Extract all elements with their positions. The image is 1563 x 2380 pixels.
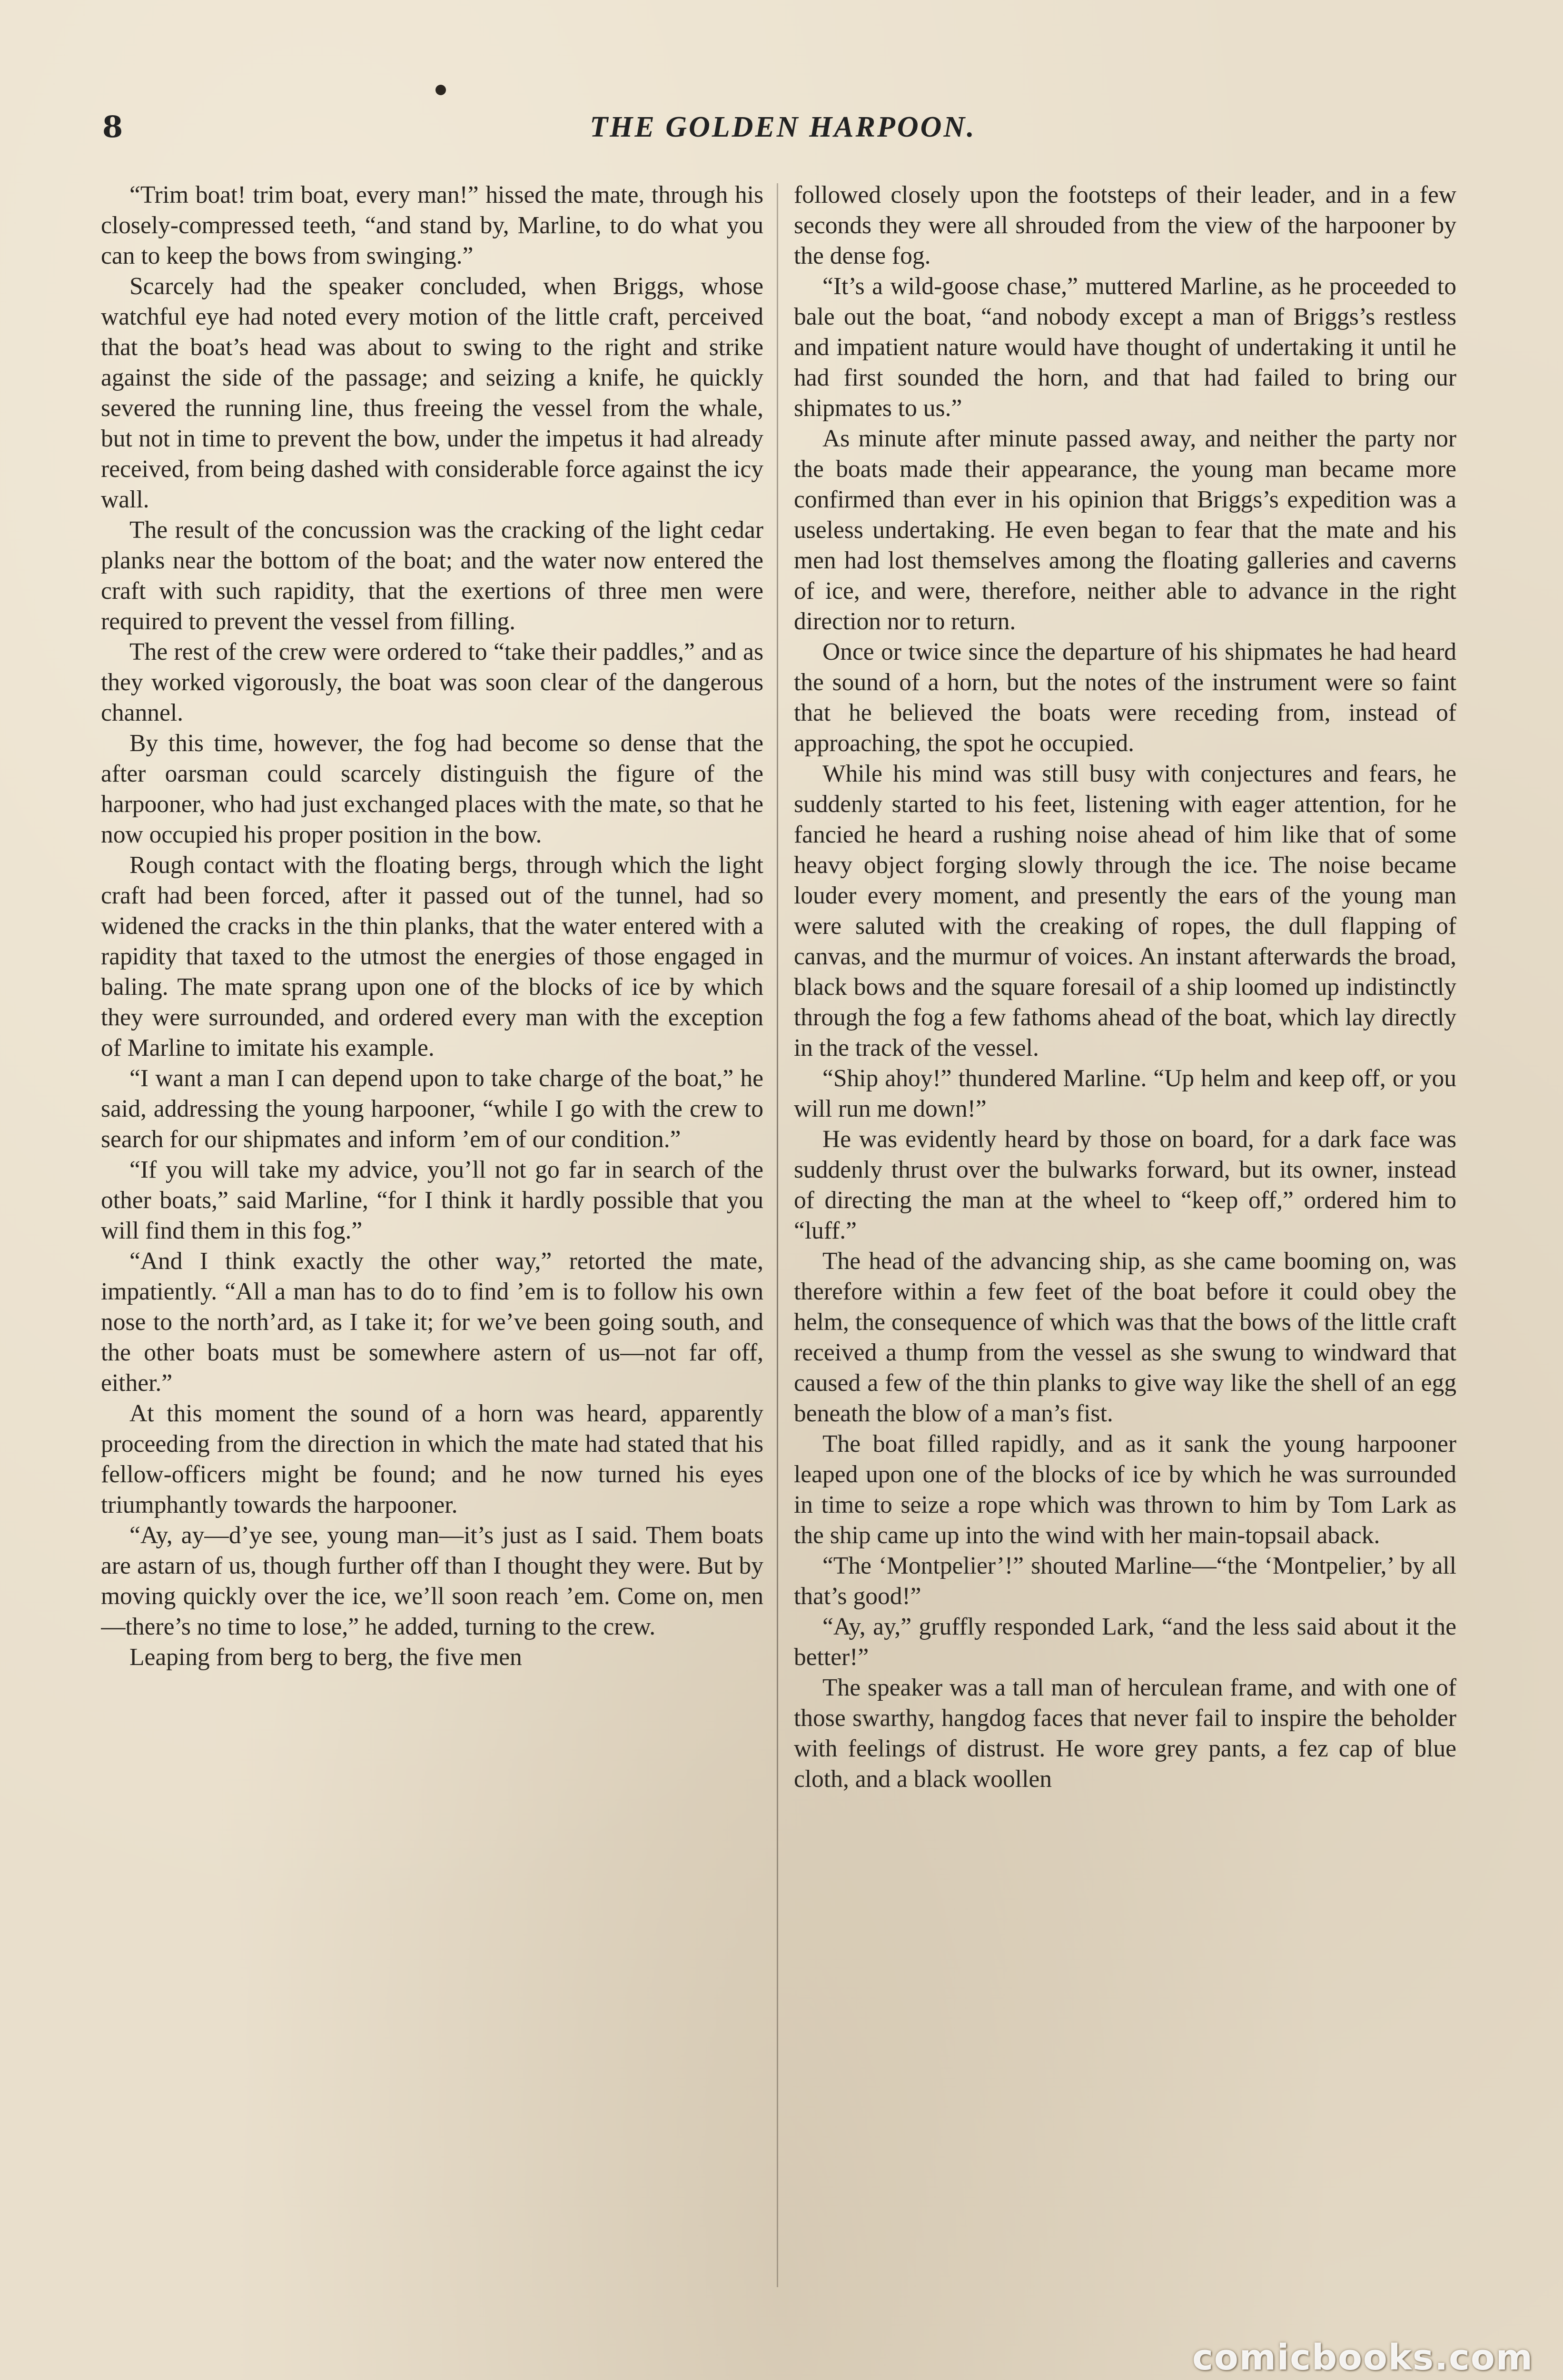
site-watermark: comicbooks.com xyxy=(1192,2337,1533,2378)
paragraph: “I want a man I can depend upon to take charge of the boat,” he said, addressing the young harpooner, “while I go with the crew to search for our shipmates and inform ’em of our condition.” xyxy=(101,1065,763,1153)
paragraph: “Trim boat! trim boat, every man!” hissed the mate, through his closely-compressed teeth, “and stand by, Marline, to do what you can to keep the bows from swinging.” xyxy=(101,181,763,269)
column-divider xyxy=(777,183,778,2287)
left-text-column xyxy=(101,180,763,2293)
paragraph: Scarcely had the speaker concluded, when Briggs, whose watchful eye had noted every motion of the little craft, perceived that the boat’s head was about to swing to the right and strike against the side of the passage; and seizing a knife, he quickly severed the running line, thus freeing the vessel from the whale, but not in time to prevent the bow, under the impetus it had already received, from being dashed with considerable force against the icy wall. xyxy=(101,273,763,513)
paragraph: “The ‘Montpelier’!” shouted Marline—“the ‘Montpelier,’ by all that’s good!” xyxy=(794,1552,1456,1610)
paragraph: Once or twice since the departure of his shipmates he had heard the sound of a horn, but the notes of the instrument were so faint that he believed the boats were receding from, instead of approaching, the spot he occupied. xyxy=(794,638,1456,757)
paragraph: By this time, however, the fog had become so dense that the after oarsman could scarcely distinguish the figure of the harpooner, who had just exchanged places with the mate, so that he now occupied his proper position in the bow. xyxy=(101,730,763,848)
paragraph: While his mind was still busy with conjectures and fears, he suddenly started to his feet, listening with eager attention, for he fancied he heard a rushing noise ahead of him like that of some heavy object forging slowly through the ice. The noise became louder every moment, and presently the ears of the young man were saluted with the creaking of ropes, the dull flapping of canvas, and the murmur of voices. An instant afterwards the broad, black bows and the square foresail of a ship loomed up indistinctly through the fog a few fathoms ahead of the boat, which lay directly in the track of the vessel. xyxy=(794,760,1456,1061)
right-text-column xyxy=(794,180,1456,2293)
paragraph: The boat filled rapidly, and as it sank the young harpooner leaped upon one of the blocks of ice by which he was surrounded in time to seize a rope which was thrown to him by Tom Lark as the ship came up into the wind with her main-topsail aback. xyxy=(794,1430,1456,1549)
paragraph: “If you will take my advice, you’ll not go far in search of the other boats,” said Marline, “for I think it hardly possible that you will find them in this fog.” xyxy=(101,1156,763,1244)
paragraph: The head of the advancing ship, as she came booming on, was therefore within a few feet of the boat before it could obey the helm, the consequence of which was that the bows of the little craft received a thump from the vessel as she swung to windward that caused a few of the thin planks to give way like the shell of an egg beneath the blow of a man’s fist. xyxy=(794,1248,1456,1427)
paragraph: The speaker was a tall man of herculean frame, and with one of those swarthy, hangdog faces that never fail to inspire the beholder with feelings of distrust. He wore grey pants, a fez cap of blue cloth, and a black woollen xyxy=(794,1674,1456,1793)
paragraph: At this moment the sound of a horn was heard, apparently proceeding from the direction in which the mate had stated that his fellow-officers might be found; and he now turned his eyes triumphantly towards the harpooner. xyxy=(101,1400,763,1518)
page-header xyxy=(102,110,1464,153)
ink-spot xyxy=(435,85,446,95)
paragraph: “And I think exactly the other way,” retorted the mate, impatiently. “All a man has to do to find ’em is to follow his own nose to the north’ard, as I take it; for we’ve been going south, and the other boats must be somewhere astern of us—not far off, either.” xyxy=(101,1248,763,1397)
running-title: THE GOLDEN HARPOON. xyxy=(590,111,976,143)
page-number: 8 xyxy=(102,109,123,144)
paragraph: “Ay, ay—d’ye see, young man—it’s just as I said. Them boats are astarn of us, though further off than I thought they were. But by moving quickly over the ice, we’ll soon reach ’em. Come on, men—there’s no time to lose,” he added, turning to the crew. xyxy=(101,1522,763,1640)
paragraph: Rough contact with the floating bergs, through which the light craft had been forced, after it passed out of the tunnel, had so widened the cracks in the thin planks, that the water entered with a rapidity that taxed to the utmost the energies of those engaged in baling. The mate sprang upon one of the blocks of ice by which they were surrounded, and ordered every man with the exception of Marline to imitate his example. xyxy=(101,852,763,1061)
paragraph: “It’s a wild-goose chase,” muttered Marline, as he proceeded to bale out the boat, “and nobody except a man of Briggs’s restless and impatient nature would have thought of undertaking it until he had first sounded the horn, and that had failed to bring our shipmates to us.” xyxy=(794,273,1456,422)
paragraph-continuation: followed closely upon the footsteps of their leader, and in a few seconds they were all shrouded from the view of the harpooner by the dense fog. xyxy=(794,181,1456,269)
paragraph: He was evidently heard by those on board, for a dark face was suddenly thrust over the bulwarks forward, but its owner, instead of directing the man at the wheel to “keep off,” ordered him to “luff.” xyxy=(794,1126,1456,1244)
paragraph: “Ship ahoy!” thundered Marline. “Up helm and keep off, or you will run me down!” xyxy=(794,1065,1456,1122)
paragraph: As minute after minute passed away, and neither the party nor the boats made their appearance, the young man became more confirmed than ever in his opinion that Briggs’s expedition was a useless undertaking. He even began to fear that the mate and his men had lost themselves among the floating galleries and caverns of ice, and were, therefore, neither able to advance in the right direction nor to return. xyxy=(794,425,1456,635)
paragraph: The result of the concussion was the cracking of the light cedar planks near the bottom of the boat; and the water now entered the craft with such rapidity, that the exertions of three men were required to prevent the vessel from filling. xyxy=(101,516,763,635)
paragraph: Leaping from berg to berg, the five men xyxy=(129,1644,522,1671)
paragraph: “Ay, ay,” gruffly responded Lark, “and the less said about it the better!” xyxy=(794,1613,1456,1671)
paragraph: The rest of the crew were ordered to “take their paddles,” and as they worked vigorously, the boat was soon clear of the dangerous channel. xyxy=(101,638,763,726)
